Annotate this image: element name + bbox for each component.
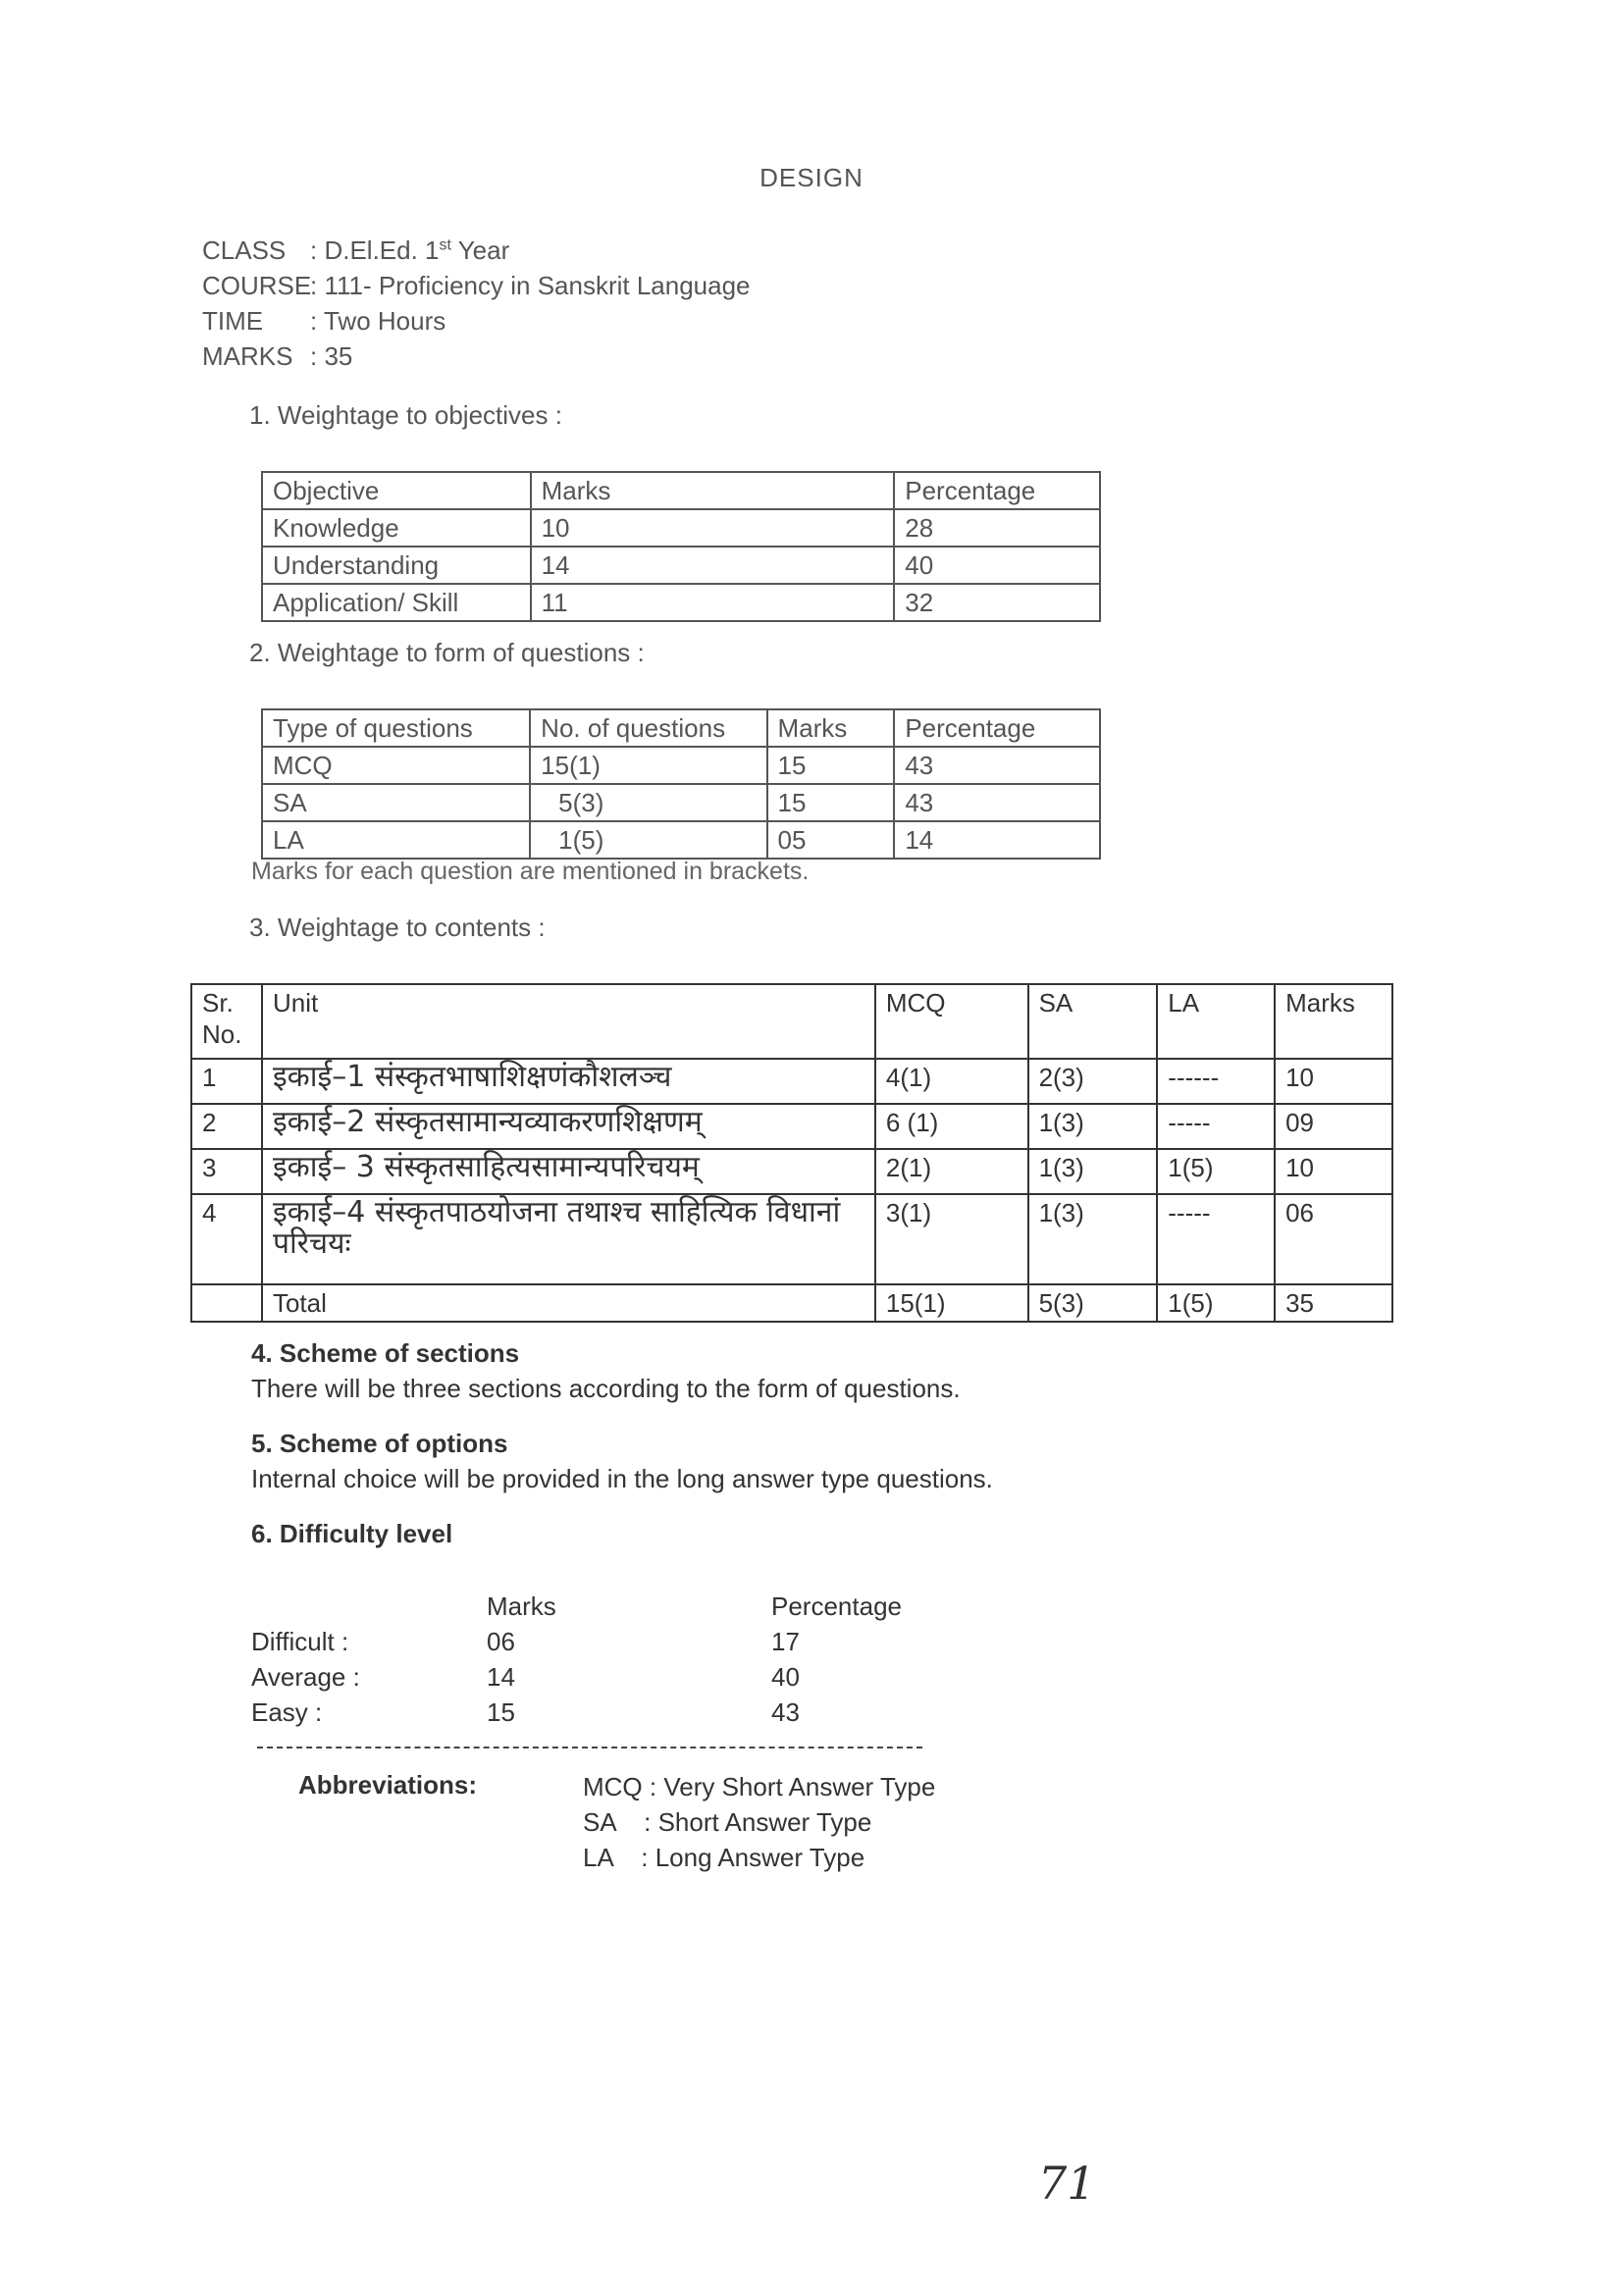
section-5-heading: 5. Scheme of options [251,1429,508,1458]
questions-table [261,708,1101,860]
meta-key: TIME [202,306,264,336]
table-cell: 11 [531,584,895,621]
table-cell: 06 [1275,1194,1392,1284]
abbreviation-item: MCQ : Very Short Answer Type [583,1772,936,1801]
meta-course [202,271,751,301]
table-cell: ----- [1157,1194,1275,1284]
table-header-row [191,984,1392,1059]
section-5-text: Internal choice will be provided in the long answer type questions. [251,1464,993,1493]
table-cell-unit: इकाई–1 संस्कृतभाषाशिक्षणंकौशलञ्च [262,1059,875,1104]
table-cell: 15(1) [530,747,766,784]
meta-value: : 111- Proficiency in Sanskrit Language [310,271,751,300]
section-4-text: There will be three sections according to the form of questions. [251,1374,961,1403]
table-cell: MCQ [262,747,530,784]
table-cell: 1(3) [1028,1104,1158,1149]
table-header-cell: Objective [262,472,531,509]
section-3-heading: 3. Weightage to contents : [249,913,546,942]
table-cell: 15 [767,784,895,821]
table-cell: 1(3) [1028,1149,1158,1194]
difficulty-header-marks: Marks [487,1592,556,1621]
table-cell: 3(1) [875,1194,1028,1284]
meta-key: COURSE [202,271,312,300]
table-row [262,784,1100,821]
meta-key: CLASS [202,235,287,265]
page-number: 71 [1038,2157,1096,2210]
table-cell: 2(1) [875,1149,1028,1194]
table-row [191,1149,1392,1194]
table-row [191,1059,1392,1104]
table-header-cell: SA [1028,984,1158,1059]
abbreviation-item: SA : Short Answer Type [583,1807,872,1837]
table-cell: 14 [531,547,895,584]
table-row [262,584,1100,621]
meta-marks [202,341,352,372]
table-cell: SA [262,784,530,821]
table-cell: ----- [1157,1104,1275,1149]
page-title: DESIGN [759,163,864,192]
table-cell: Understanding [262,547,531,584]
table-cell: 4(1) [875,1059,1028,1104]
table-row [262,547,1100,584]
table-cell: LA [262,821,530,859]
table-cell: 5(3) [1028,1284,1158,1322]
difficulty-marks: 14 [487,1662,515,1692]
difficulty-percentage: 40 [771,1662,800,1692]
table-header-cell: LA [1157,984,1275,1059]
table-cell: 10 [1275,1059,1392,1104]
meta-time [202,306,445,337]
table-header-cell: Unit [262,984,875,1059]
difficulty-label: Easy : [251,1697,323,1727]
meta-value-tail: Year [450,235,510,265]
table-cell: 35 [1275,1284,1392,1322]
table-cell: 1(5) [530,821,766,859]
table-cell: Total [262,1284,875,1322]
table-cell: 10 [531,509,895,547]
table-cell: 1(3) [1028,1194,1158,1284]
table-header-cell: Sr. No. [191,984,262,1059]
table-total-row [191,1284,1392,1322]
table-cell: Knowledge [262,509,531,547]
table-cell-unit: इकाई–4 संस्कृतपाठयोजना तथाश्च साहित्यिक विधानां परिचयः [262,1194,875,1284]
table-header-row [262,709,1100,747]
table-cell: 2 [191,1104,262,1149]
table-cell: 43 [894,747,1100,784]
section-6-heading: 6. Difficulty level [251,1519,453,1548]
table-cell [191,1284,262,1322]
table-cell: 1 [191,1059,262,1104]
table-cell: Application/ Skill [262,584,531,621]
table-cell: 43 [894,784,1100,821]
difficulty-marks: 06 [487,1627,515,1656]
section-2-heading: 2. Weightage to form of questions : [249,638,645,667]
table-cell: 10 [1275,1149,1392,1194]
table-cell: 28 [894,509,1100,547]
table-cell: 09 [1275,1104,1392,1149]
section-4-heading: 4. Scheme of sections [251,1338,520,1368]
difficulty-percentage: 43 [771,1697,800,1727]
table-cell: 40 [894,547,1100,584]
table-header-cell: Marks [1275,984,1392,1059]
table-cell-unit: इकाई–2 संस्कृतसामान्यव्याकरणशिक्षणम् [262,1104,875,1149]
abbreviations-label: Abbreviations: [298,1770,478,1800]
table-cell: 15 [767,747,895,784]
table-cell: 5(3) [530,784,766,821]
table-row [191,1104,1392,1149]
difficulty-header-percentage: Percentage [771,1592,902,1621]
table-header-cell: Marks [531,472,895,509]
table-cell: ------ [1157,1059,1275,1104]
table-cell: 1(5) [1157,1149,1275,1194]
table-row [191,1194,1392,1284]
table-header-cell: Type of questions [262,709,530,747]
table-row [262,747,1100,784]
table-header-cell: Percentage [894,709,1100,747]
difficulty-label: Difficult : [251,1627,349,1656]
questions-table-note: Marks for each question are mentioned in brackets. [251,858,810,885]
table-cell: 6 (1) [875,1104,1028,1149]
meta-class [202,235,509,266]
table-cell: 05 [767,821,895,859]
table-row [262,509,1100,547]
difficulty-marks: 15 [487,1697,515,1727]
meta-sup: st [439,236,451,254]
objectives-table [261,471,1101,622]
table-cell: 4 [191,1194,262,1284]
table-cell: 14 [894,821,1100,859]
section-1-heading: 1. Weightage to objectives : [249,400,562,430]
table-row [262,821,1100,859]
meta-value: : 35 [310,341,353,371]
meta-key: MARKS [202,341,293,371]
table-cell: 15(1) [875,1284,1028,1322]
table-cell: 3 [191,1149,262,1194]
table-cell: 1(5) [1157,1284,1275,1322]
difficulty-percentage: 17 [771,1627,800,1656]
table-header-cell: Percentage [894,472,1100,509]
table-cell: 32 [894,584,1100,621]
abbreviation-item: LA : Long Answer Type [583,1843,865,1872]
contents-table [190,983,1393,1323]
table-header-cell: MCQ [875,984,1028,1059]
difficulty-label: Average : [251,1662,360,1692]
meta-value: : D.El.Ed. 1 [310,235,440,265]
table-header-row [262,472,1100,509]
table-cell-unit: इकाई– 3 संस्कृतसाहित्यसामान्यपरिचयम् [262,1149,875,1194]
table-cell: 2(3) [1028,1059,1158,1104]
table-header-cell: Marks [767,709,895,747]
dashed-divider [257,1747,922,1748]
table-header-cell: No. of questions [530,709,766,747]
meta-value: : Two Hours [310,306,446,336]
